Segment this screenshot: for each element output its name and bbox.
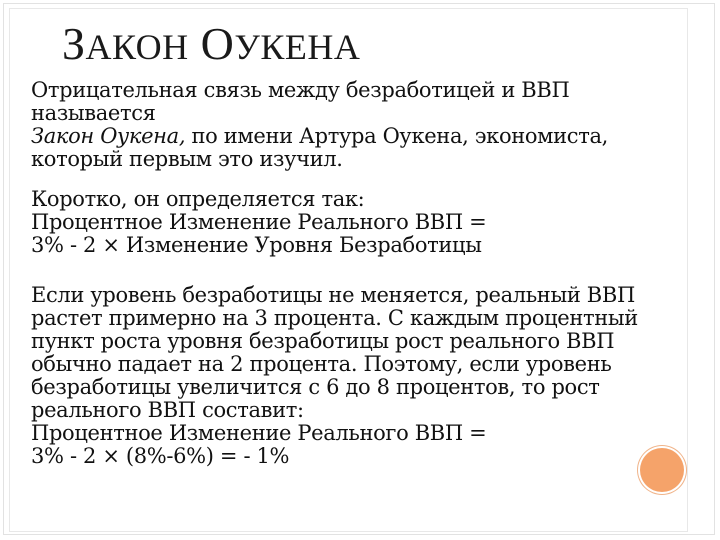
text-line: называется xyxy=(31,101,156,125)
paragraph-example xyxy=(31,284,691,468)
text-line: обычно падает на 2 процента. Поэтому, если уровень xyxy=(31,352,612,376)
text-line xyxy=(31,125,691,148)
spacer xyxy=(31,171,691,188)
text-line: Если уровень безработицы не меняется, реальный ВВП xyxy=(31,283,635,307)
text-line: Процентное Изменение Реального ВВП = xyxy=(31,210,487,234)
title-rest-2: УКЕНА xyxy=(234,27,361,67)
formula-line: 3% - 2 × (8%-6%) = - 1% xyxy=(31,444,290,468)
title-initial-2: О xyxy=(200,18,235,69)
text-line: Процентное Изменение Реального ВВП = xyxy=(31,421,487,445)
title-initial-1: З xyxy=(62,18,86,69)
paragraph-definition xyxy=(31,79,691,171)
slide-title xyxy=(62,14,360,77)
decorative-circle xyxy=(640,448,684,492)
text-line: безработицы увеличится с 6 до 8 процентов, то рост xyxy=(31,375,600,399)
text-line: пункт роста уровня безработицы рост реального ВВП xyxy=(31,329,615,353)
text-line: растет примерно на 3 процента. С каждым процентный xyxy=(31,306,638,330)
text-line: Коротко, он определяется так: xyxy=(31,187,365,211)
spacer xyxy=(31,257,691,284)
formula-line: 3% - 2 × Изменение Уровня Безработицы xyxy=(31,233,482,257)
text-span: по имени Артура Оукена, экономиста, xyxy=(185,124,608,148)
text-line: который первым это изучил. xyxy=(31,147,343,171)
slide-body xyxy=(31,79,691,468)
law-term: Закон Оукена, xyxy=(31,124,186,148)
title-rest-1: АКОН xyxy=(85,27,189,67)
text-line: Отрицательная связь между безработицей и ВВП xyxy=(31,78,570,102)
paragraph-formula xyxy=(31,188,691,257)
text-line: реального ВВП составит: xyxy=(31,398,304,422)
